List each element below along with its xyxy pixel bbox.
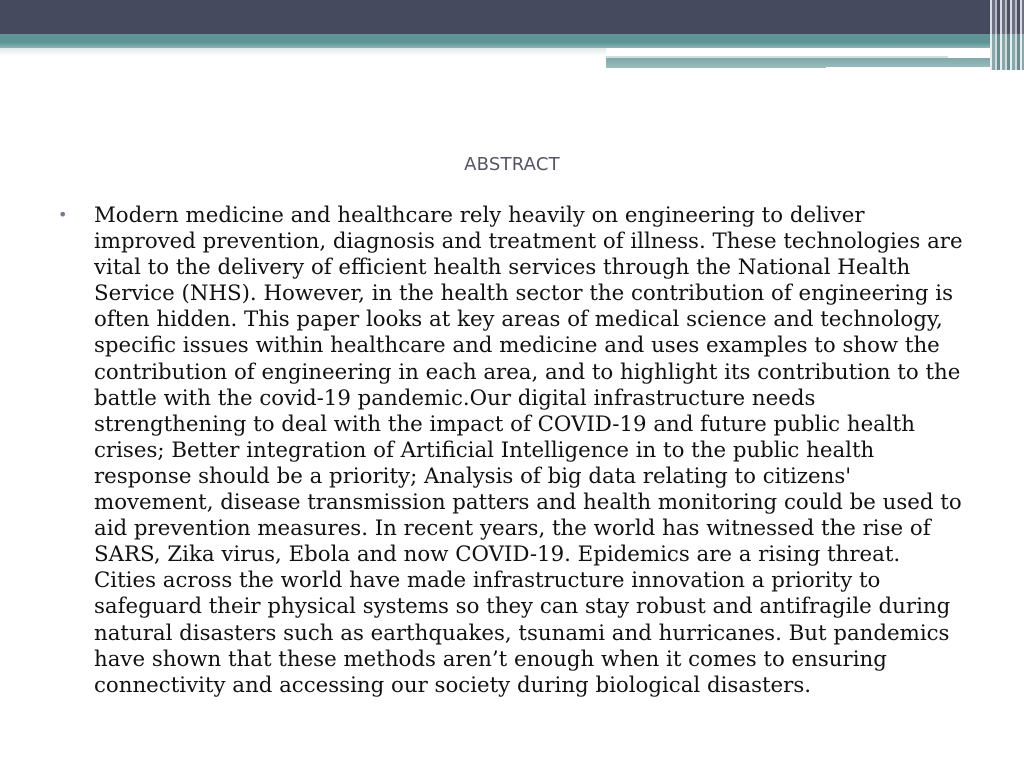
bullet-item	[58, 203, 968, 699]
slide-title: ABSTRACT	[464, 154, 560, 175]
header-accent-line-short	[826, 67, 1004, 70]
slide-content	[58, 203, 968, 699]
header-teal-band	[0, 34, 1024, 48]
header-accent-line	[606, 56, 948, 58]
header-fade	[0, 48, 606, 56]
abstract-text: Modern medicine and healthcare rely heavily on engineering to deliver improved prevention, diagnosis and treatment of illness. These technologies are vital to the delivery of efficient health services through the National Health Service (NHS). However, in the health sector the contribution of engineering is often hidden. This paper looks at key areas of medical science and technology, specific issues within healthcare and medicine and uses examples to show the contribution of engineering in each area, and to highlight its contribution to the battle with the covid-19 pandemic.Our digital infrastructure needs strengthening to deal with the impact of COVID-19 and future public health crises; Better integration of Artificial Intelligence in to the public health response should be a priority; Analysis of big data relating to citizens' movement, disease transmission patters and health monitoring could be used to aid prevention measures. In recent years, the world has witnessed the rise of SARS, Zika virus, Ebola and now COVID-19. Epidemics are a rising threat. Cities across the world have made infrastructure innovation a priority to safeguard their physical systems so they can stay robust and antifragile during natural disasters such as earthquakes, tsunami and hurricanes. But pandemics have shown that these methods aren’t enough when it comes to ensuring connectivity and accessing our society during biological disasters.	[94, 203, 963, 698]
bullet-icon: •	[58, 205, 68, 224]
header-stripes-light	[990, 34, 1024, 70]
header-dark-band	[0, 0, 1024, 34]
